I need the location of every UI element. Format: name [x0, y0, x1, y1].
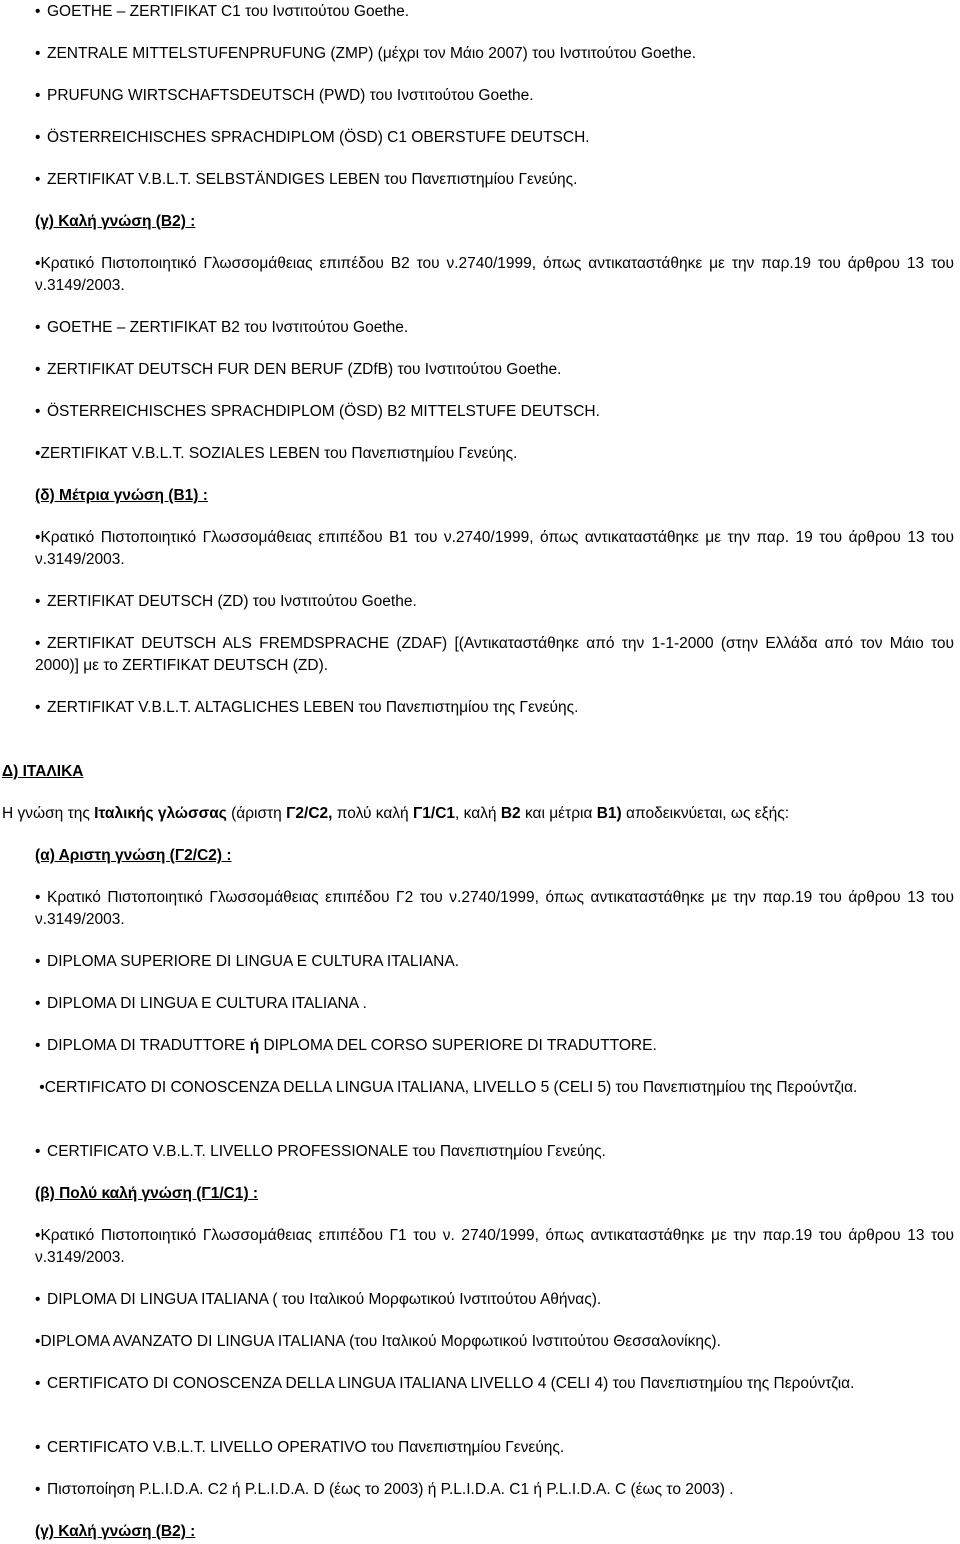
- subsection-heading: (δ) Μέτρια γνώση (Β1) :: [35, 487, 208, 504]
- list-item: • CERTIFICATO V.B.L.T. LIVELLO PROFESSIONALE του Πανεπιστημίου Γενεύης.: [35, 1143, 606, 1160]
- list-item: • DIPLOMA DI TRADUTTORE ή DIPLOMA DEL CORSO SUPERIORE DI TRADUTTORE.: [35, 1037, 657, 1054]
- list-item: • GOETHE – ZERTIFIKAT C1 του Ινστιτούτου Goethe.: [35, 3, 410, 20]
- list-item: • ZENTRALE MITTELSTUFENPRUFUNG (ZMP) (μέχρι τον Μάιο 2007) του Ινστιτούτου Goethe.: [35, 45, 697, 62]
- list-item: •DIPLOMA AVANZATO DI LINGUA ITALIANA (του Ιταλικού Μορφωτικού Ινστιτούτου Θεσσαλονίκης).: [35, 1333, 721, 1350]
- section-heading: Δ) ΙΤΑΛΙΚΑ: [2, 763, 84, 780]
- subsection-heading: (α) Αριστη γνώση (Γ2/C2) :: [35, 847, 232, 864]
- list-item: • GOETHE – ZERTIFIKAT B2 του Ινστιτούτου Goethe.: [35, 319, 409, 336]
- list-item: • DIPLOMA SUPERIORE DI LINGUA E CULTURA ITALIANA.: [35, 953, 459, 970]
- list-item: • DIPLOMA DI LINGUA ITALIANA ( του Ιταλικού Μορφωτικού Ινστιτούτου Αθήνας).: [35, 1291, 602, 1308]
- list-item: • Κρατικό Πιστοποιητικό Γλωσσομάθειας επιπέδου Γ2 του ν.2740/1999, όπως αντικαταστάθηκε με την παρ.19 του άρθρου 13 του ν.3149/2003.: [35, 889, 954, 928]
- list-item: • ZERTIFIKAT DEUTSCH ALS FREMDSPRACHE (ZDAF) [(Αντικαταστάθηκε από την 1-1-2000 (στην Ελλάδα από τον Μάιο του 2000)] με το ZERTIFIKAT DEUTSCH (ZD).: [35, 635, 954, 674]
- list-item: • DIPLOMA DI LINGUA E CULTURA ITALIANA .: [35, 995, 367, 1012]
- list-item: •Κρατικό Πιστοποιητικό Γλωσσομάθειας επιπέδου Β2 του ν.2740/1999, όπως αντικαταστάθηκε με την παρ.19 του άρθρου 13 του ν.3149/2003.: [35, 255, 954, 294]
- list-item: •ZERTIFIKAT V.B.L.T. SOZIALES LEBEN του Πανεπιστημίου Γενεύης.: [35, 445, 518, 462]
- list-item: •Κρατικό Πιστοποιητικό Γλωσσομάθειας επιπέδου Β1 του ν.2740/1999, όπως αντικαταστάθηκε με την παρ. 19 του άρθρου 13 του ν.3149/2003.: [35, 529, 954, 568]
- list-item: • ÖSTERREICHISCHES SPRACHDIPLOM (ÖSD) C1 OBERSTUFE DEUTSCH.: [35, 129, 590, 146]
- intro-paragraph: Η γνώση της Ιταλικής γλώσσας (άριστη Γ2/C2, πολύ καλή Γ1/C1, καλή Β2 και μέτρια Β1) αποδεικνύεται, ως εξής:: [2, 805, 789, 822]
- list-item: • ZERTIFIKAT DEUTSCH (ZD) του Ινστιτούτου Goethe.: [35, 593, 417, 610]
- list-item: • ÖSTERREICHISCHES SPRACHDIPLOM (ÖSD) B2 MITTELSTUFE DEUTSCH.: [35, 403, 600, 420]
- subsection-heading: (β) Πολύ καλή γνώση (Γ1/C1) :: [35, 1185, 259, 1202]
- list-item: • PRUFUNG WIRTSCHAFTSDEUTSCH (PWD) του Ινστιτούτου Goethe.: [35, 87, 534, 104]
- list-item: • CERTIFICATO V.B.L.T. LIVELLO OPERATIVO του Πανεπιστημίου Γενεύης.: [35, 1439, 565, 1456]
- list-item: • ZERTIFIKAT DEUTSCH FUR DEN BERUF (ZDfB) του Ινστιτούτου Goethe.: [35, 361, 562, 378]
- list-item: • Πιστοποίηση P.L.I.D.A. C2 ή P.L.I.D.A. D (έως το 2003) ή P.L.I.D.A. C1 ή P.L.I.D.A. C (έως το 2003) .: [35, 1481, 734, 1498]
- subsection-heading: (γ) Καλή γνώση (Β2) :: [35, 213, 196, 230]
- subsection-heading: (γ) Καλή γνώση (Β2) :: [35, 1523, 196, 1540]
- list-item: • CERTIFICATO DI CONOSCENZA DELLA LINGUA ITALIANA LIVELLO 4 (CELI 4) του Πανεπιστημίου της Περούντζια.: [35, 1375, 855, 1392]
- list-item: • ZERTIFIKAT V.B.L.T. SELBSTÄNDIGES LEBEN του Πανεπιστημίου Γενεύης.: [35, 171, 578, 188]
- list-item: •CERTIFICATO DI CONOSCENZA DELLA LINGUA ITALIANA, LIVELLO 5 (CELI 5) του Πανεπιστημίου της Περούντζια.: [35, 1079, 858, 1096]
- list-item: • ZERTIFIKAT V.B.L.T. ALTAGLICHES LEBEN του Πανεπιστημίου της Γενεύης.: [35, 699, 579, 716]
- list-item: •Κρατικό Πιστοποιητικό Γλωσσομάθειας επιπέδου Γ1 του ν. 2740/1999, όπως αντικαταστάθηκε με την παρ.19 του άρθρου 13 του ν.3149/2003.: [35, 1227, 954, 1266]
